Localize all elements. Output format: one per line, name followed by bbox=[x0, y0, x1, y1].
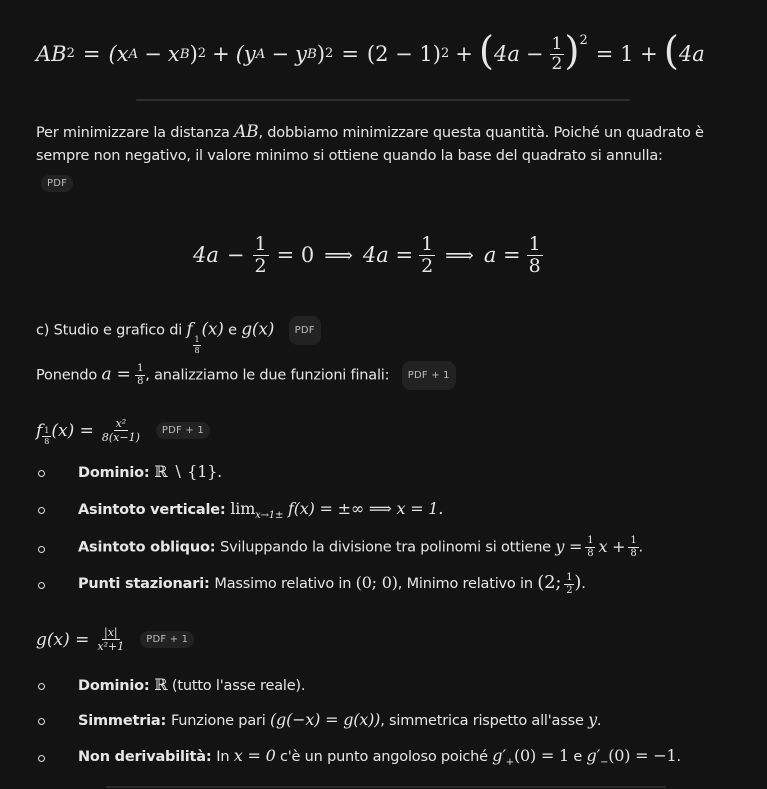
frac-num: 1 bbox=[630, 535, 637, 546]
item-sub: x→1± bbox=[255, 509, 284, 521]
item-math: ) bbox=[574, 572, 582, 593]
eq-term: 4a bbox=[193, 243, 219, 267]
section-c-heading bbox=[36, 316, 321, 355]
eq-exp: 2 bbox=[325, 45, 334, 61]
para-text: , dobbiamo minimizzare questa quantità. Poiché un quadrato è bbox=[258, 125, 704, 141]
middle-equation bbox=[193, 225, 543, 285]
item-math: (0) = 1 bbox=[513, 746, 569, 765]
item-text: . bbox=[581, 576, 586, 592]
eq-paren: ) bbox=[316, 42, 326, 66]
item-label: Simmetria: bbox=[78, 713, 171, 729]
eq-minus: − bbox=[226, 243, 245, 267]
math-g: g(x) bbox=[241, 319, 275, 340]
item-sub: − bbox=[600, 756, 609, 768]
bullet-icon bbox=[38, 546, 45, 553]
frac-den: 8 bbox=[137, 376, 144, 387]
item-text: e bbox=[569, 749, 587, 765]
item-math: y bbox=[588, 710, 597, 729]
pdf-badge[interactable]: PDF bbox=[289, 316, 321, 345]
list-item-f-domain bbox=[78, 462, 222, 481]
item-text: . bbox=[638, 539, 643, 556]
eq-minus: − bbox=[525, 42, 544, 66]
math-x-eq: (x) = bbox=[51, 420, 94, 441]
list-item-f-vertical-asymptote bbox=[78, 499, 443, 521]
item-text: , simmetrica rispetto all'asse bbox=[380, 713, 589, 729]
eq-frac-num: 1 bbox=[421, 232, 434, 255]
eq-exp: 2 bbox=[440, 45, 450, 61]
eq-frac-num: 1 bbox=[551, 33, 563, 54]
eq-sub: B bbox=[179, 46, 190, 62]
math-x: (x) bbox=[201, 319, 224, 340]
f-definition bbox=[36, 417, 210, 446]
eq-minus: − bbox=[144, 42, 162, 66]
frac-den: 8 bbox=[587, 548, 594, 559]
item-label: Dominio: bbox=[78, 465, 155, 481]
frac-num: |x| bbox=[104, 626, 118, 639]
subscript-fraction bbox=[42, 427, 51, 446]
eq-term: (y bbox=[235, 42, 256, 66]
eq-term: = 0 bbox=[276, 243, 315, 267]
g-definition bbox=[36, 627, 194, 652]
item-math: (g(−x) = g(x)) bbox=[270, 710, 381, 729]
math-f: f bbox=[36, 420, 43, 441]
pdf-badge[interactable]: PDF + 1 bbox=[140, 631, 194, 648]
eq-fraction bbox=[419, 232, 435, 277]
bullet-icon bbox=[38, 755, 45, 762]
item-text: (tutto l'asse reale). bbox=[167, 678, 306, 694]
frac-den: 8 bbox=[44, 437, 50, 446]
eq-sub: A bbox=[128, 46, 139, 62]
inline-fraction bbox=[628, 536, 638, 559]
bottom-divider bbox=[106, 786, 666, 788]
item-text: c'è un punto angoloso poiché bbox=[275, 749, 493, 765]
item-label: Dominio: bbox=[78, 678, 155, 694]
eq-plus: + bbox=[455, 42, 473, 66]
f-fraction bbox=[100, 418, 142, 443]
eq-frac-den: 8 bbox=[528, 254, 541, 277]
eq-term: 4a bbox=[678, 42, 705, 66]
g-fraction bbox=[95, 627, 126, 652]
eq-big-paren-open: ( bbox=[478, 28, 495, 74]
item-math: ℝ bbox=[154, 675, 168, 694]
item-text: Funzione pari bbox=[170, 713, 271, 729]
ponendo-line bbox=[36, 361, 456, 390]
implies-arrow: ⟹ bbox=[445, 243, 474, 267]
list-item-f-oblique-asymptote bbox=[78, 536, 643, 559]
eq-big-paren-open: ( bbox=[663, 28, 679, 74]
section-label: c) Studio e grafico di bbox=[36, 322, 187, 339]
frac-den: 8 bbox=[630, 548, 637, 559]
item-label: Asintoto verticale: bbox=[78, 502, 231, 518]
item-math: ℝ ∖ {1}. bbox=[154, 462, 223, 481]
eq-exp: 2 bbox=[197, 45, 207, 61]
eq-exp: 2 bbox=[66, 45, 75, 61]
eq-fraction bbox=[253, 232, 269, 277]
inline-fraction bbox=[135, 364, 145, 387]
eq-frac-den: 2 bbox=[551, 53, 563, 74]
top-equation bbox=[36, 26, 705, 82]
eq-frac-den: 2 bbox=[421, 254, 434, 277]
eq-fraction bbox=[527, 232, 543, 277]
eq-ab: AB bbox=[36, 42, 67, 66]
frac-num: 1 bbox=[566, 571, 573, 583]
inline-fraction bbox=[585, 536, 595, 559]
item-math: x = 0 bbox=[233, 746, 276, 765]
frac-den: 2 bbox=[566, 584, 573, 596]
item-text: . bbox=[676, 749, 681, 765]
item-math: (0) = −1 bbox=[608, 746, 677, 765]
eq-term: (x bbox=[108, 42, 129, 66]
item-math: g′ bbox=[586, 746, 601, 765]
eq-fraction bbox=[550, 33, 565, 74]
pdf-badge[interactable]: PDF + 1 bbox=[402, 361, 456, 390]
section-text: e bbox=[223, 322, 242, 339]
frac-den: 8 bbox=[194, 345, 200, 355]
eq-sign: = bbox=[341, 42, 359, 66]
list-item-g-nondifferentiability bbox=[78, 746, 681, 768]
bullet-icon bbox=[38, 507, 45, 514]
item-math: lim bbox=[230, 499, 256, 518]
implies-arrow: ⟹ bbox=[324, 243, 353, 267]
item-math: (2; bbox=[537, 572, 562, 593]
eq-term: x bbox=[167, 42, 180, 66]
list-item-g-domain bbox=[78, 675, 305, 694]
para-text: Per minimizzare la distanza bbox=[36, 125, 235, 141]
item-text: Massimo relativo in bbox=[214, 576, 356, 592]
pdf-badge[interactable] bbox=[41, 173, 73, 192]
eq-term: 4a bbox=[494, 42, 520, 66]
math-g-eq: g(x) = bbox=[36, 629, 90, 650]
eq-paren: ) bbox=[189, 42, 198, 66]
bullet-icon bbox=[38, 582, 45, 589]
eq-frac-num: 1 bbox=[528, 232, 541, 255]
frac-num: 1 bbox=[194, 334, 200, 344]
eq-frac-den: 2 bbox=[254, 254, 267, 277]
eq-sub: B bbox=[306, 46, 317, 62]
eq-minus: − bbox=[271, 42, 290, 66]
item-math: (0; 0) bbox=[355, 573, 398, 592]
eq-sign: = bbox=[82, 42, 101, 66]
para-text: , analizziamo le due funzioni finali: bbox=[145, 367, 390, 384]
eq-tail: = 1 + bbox=[595, 42, 658, 66]
bullet-icon bbox=[38, 718, 45, 725]
frac-num: x² bbox=[115, 417, 127, 430]
item-text: In bbox=[216, 749, 234, 765]
math-a-eq: a = bbox=[101, 364, 131, 385]
eq-big-paren-close: ) bbox=[564, 28, 580, 74]
eq-term: a = bbox=[483, 243, 521, 267]
item-label: Asintoto obliquo: bbox=[78, 539, 221, 556]
item-text: , Minimo relativo in bbox=[397, 576, 538, 592]
eq-plus: + bbox=[212, 42, 230, 66]
inline-fraction bbox=[564, 573, 574, 596]
eq-sub: A bbox=[255, 46, 266, 62]
item-math: y = bbox=[555, 536, 583, 556]
frac-den: 8(x−1) bbox=[101, 431, 140, 444]
eq-term: (2 − 1) bbox=[366, 42, 441, 66]
list-item-f-stationary bbox=[78, 572, 586, 596]
para-text: sempre non negativo, il valore minimo si ottiene quando la base del quadrato si annulla: bbox=[36, 148, 663, 164]
math-ab: AB bbox=[234, 122, 259, 142]
bullet-icon bbox=[38, 683, 45, 690]
eq-term: 4a = bbox=[362, 243, 414, 267]
item-math: f(x) = ±∞ ⟹ x = 1. bbox=[283, 499, 444, 518]
item-text: Sviluppando la divisione tra polinomi si ottiene bbox=[220, 539, 556, 556]
paragraph-minimize bbox=[36, 121, 736, 168]
eq-exp: 2 bbox=[579, 32, 588, 48]
item-sub: + bbox=[505, 756, 514, 768]
pdf-badge[interactable]: PDF + 1 bbox=[156, 422, 210, 439]
para-text: Ponendo bbox=[36, 367, 102, 384]
frac-num: 1 bbox=[137, 363, 144, 374]
item-math: x + bbox=[598, 536, 626, 556]
frac-num: 1 bbox=[44, 426, 50, 435]
eq-term: y bbox=[295, 42, 307, 66]
horizontal-scrollbar[interactable] bbox=[136, 99, 630, 101]
math-f: f bbox=[186, 319, 193, 340]
eq-frac-num: 1 bbox=[254, 232, 267, 255]
item-text: . bbox=[596, 713, 602, 729]
list-item-g-symmetry bbox=[78, 710, 601, 729]
frac-num: 1 bbox=[587, 535, 594, 546]
item-label: Non derivabilità: bbox=[78, 749, 217, 765]
item-label: Punti stazionari: bbox=[78, 576, 215, 592]
pdf-badge-label: PDF bbox=[41, 175, 73, 192]
bullet-icon bbox=[38, 470, 45, 477]
frac-den: x²+1 bbox=[97, 640, 125, 653]
item-math: g′ bbox=[492, 746, 506, 765]
